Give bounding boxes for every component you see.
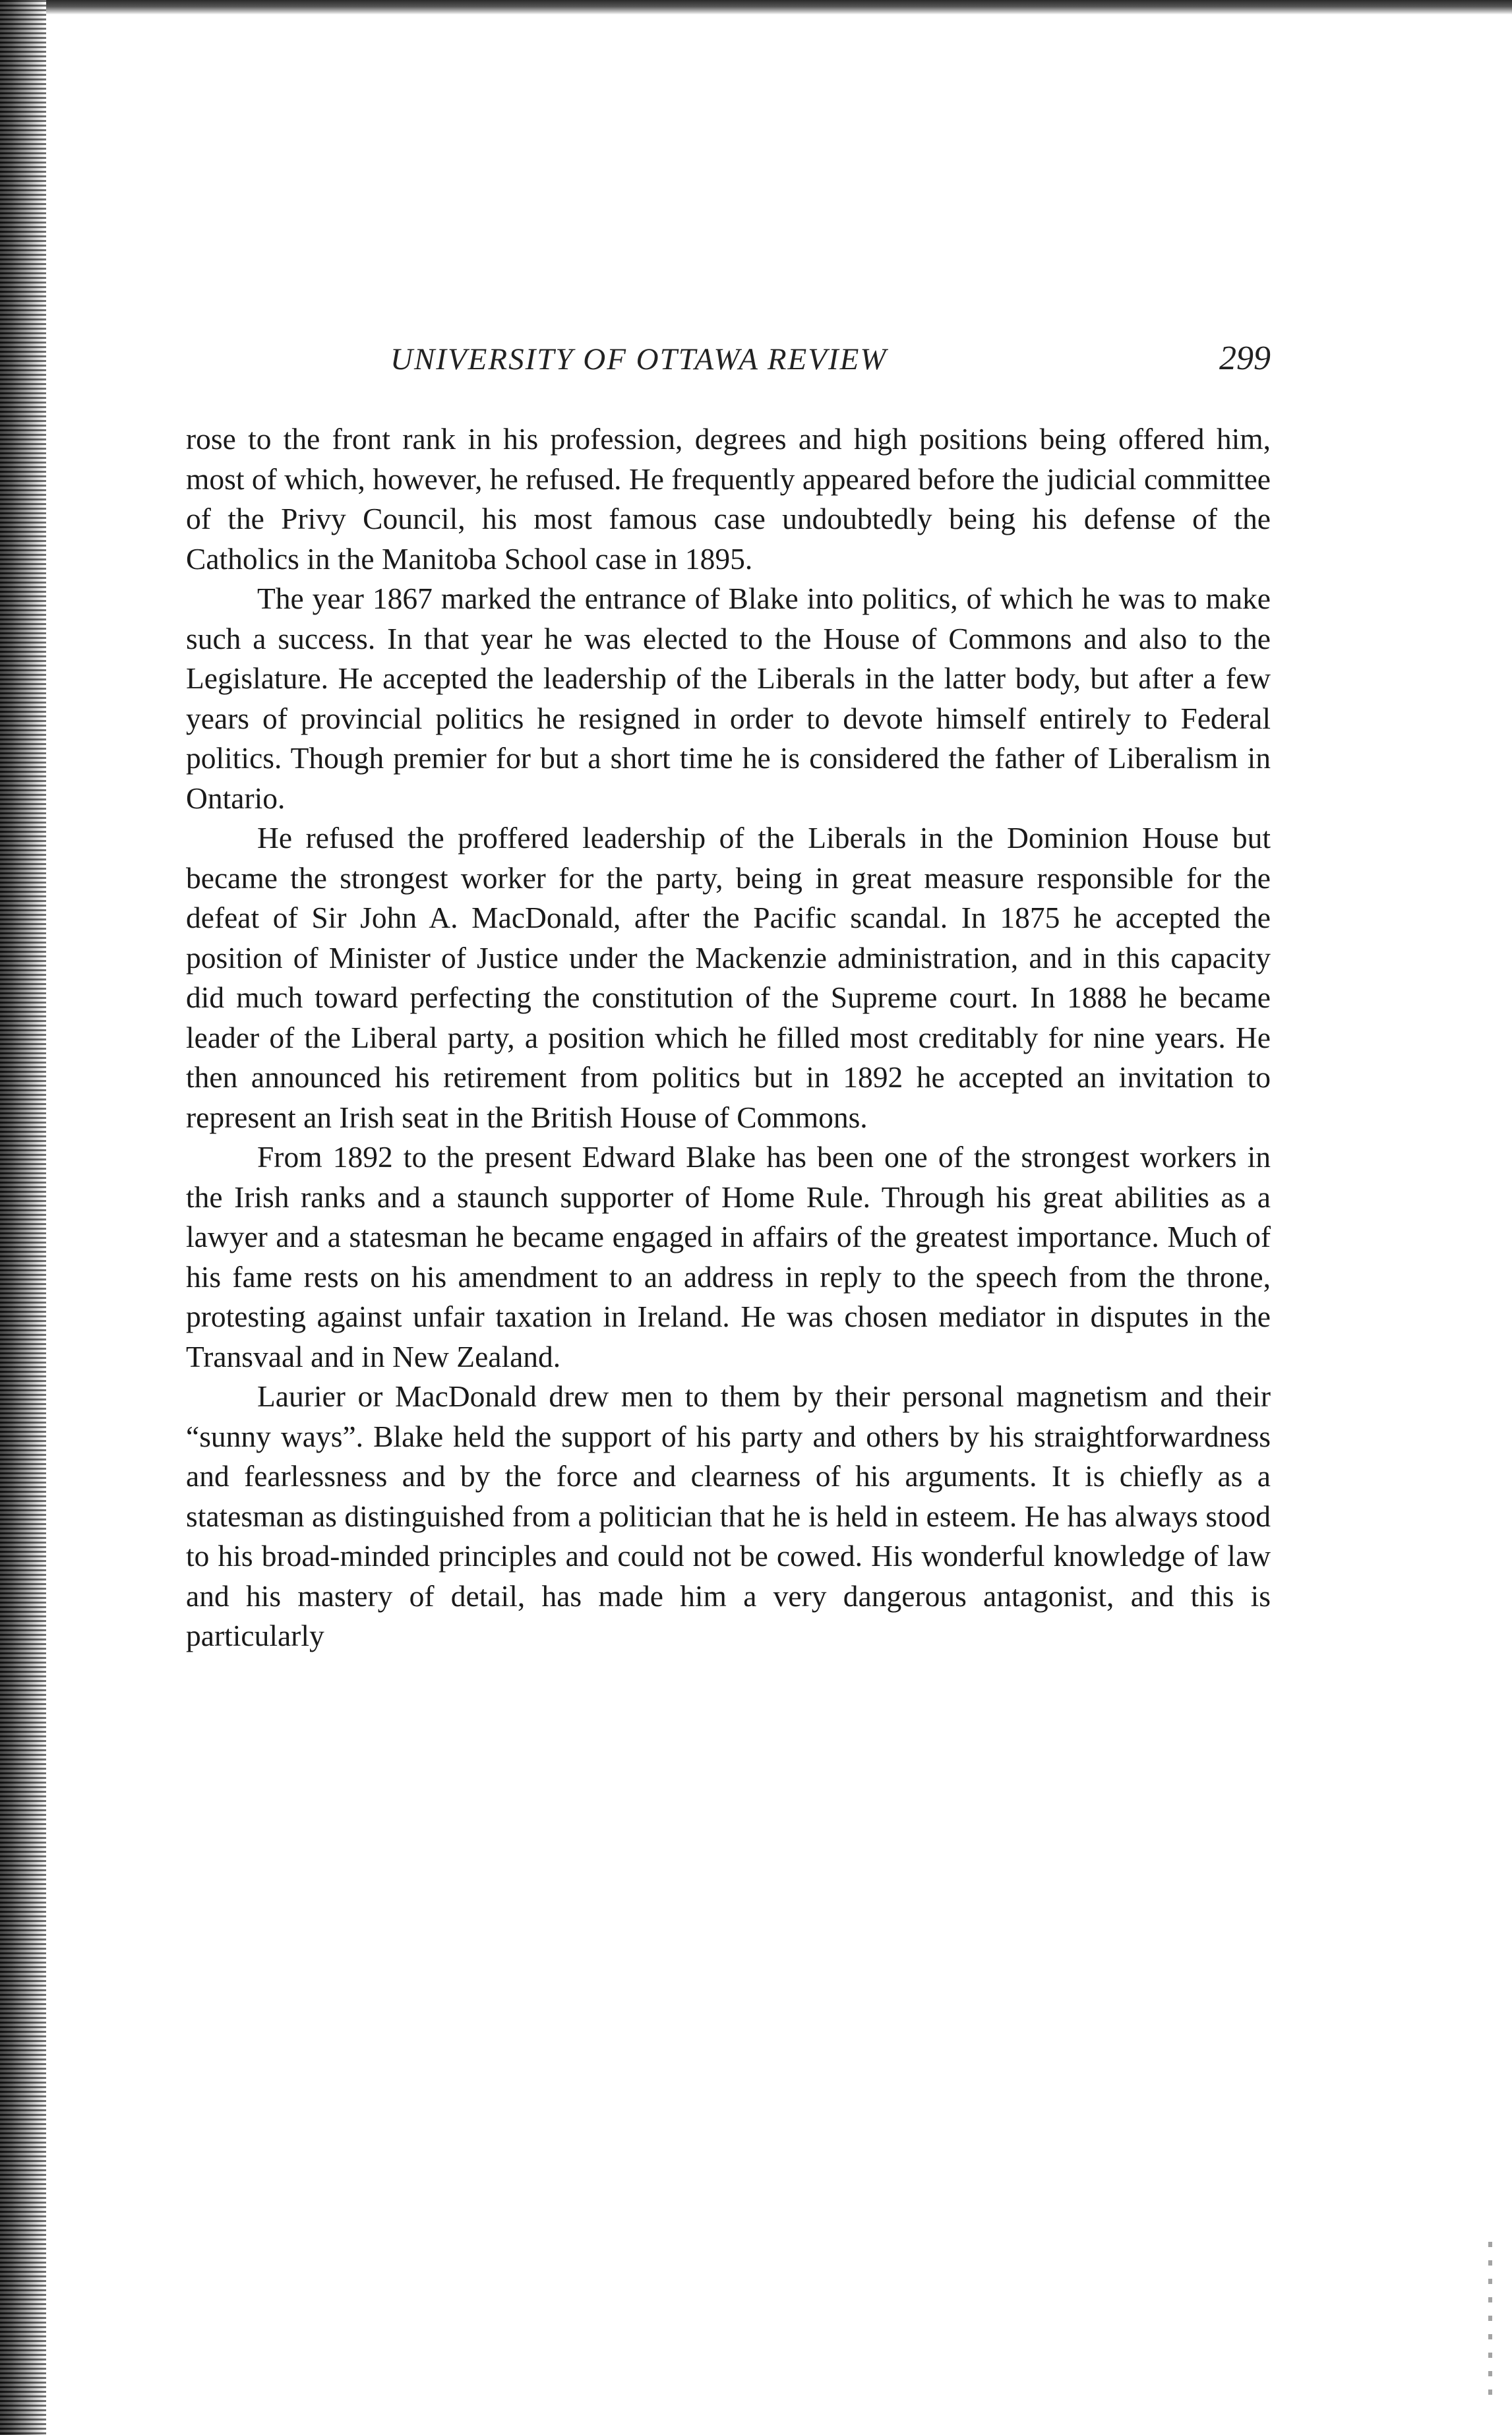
paragraph-2: The year 1867 marked the entrance of Blake into politics, of which he was to make such a success. In that year he was elected to the House of Commons and also to the Legislature. He accepted the leadership of the Liberals in the latter body, but after a few years of provincial politics he resigned in order to devote himself entirely to Federal politics. Though premier for but a short time he is considered the father of Liberalism in Ontario. (186, 582, 1271, 815)
paragraph-5: Laurier or MacDonald drew men to them by their personal magnetism and their “sunny ways”. Blake held the support of his party and others by his straightforwardness and fearlessness and by the force and clearness of his arguments. It is chiefly as a statesman as distinguished from a politician that he is held in esteem. He has always stood to his broad-minded principles and could not be cowed. His wonderful knowledge of law and his mastery of detail, has made him a very dangerous antagonist, and this is particularly (186, 1379, 1271, 1652)
scan-binding-edge (0, 0, 46, 2435)
paragraph-1: rose to the front rank in his profession, degrees and high positions being offered him, most of which, however, he refused. He frequently appeared before the judicial committee of the Privy Council, his most famous case undoubtedly being his defense of the Catholics in the Manitoba School case in 1895. (186, 422, 1271, 576)
journal-page (186, 330, 1271, 1656)
article-body (186, 419, 1271, 1656)
paragraph-4: From 1892 to the present Edward Blake has been one of the strongest workers in the Irish ranks and a staunch supporter of Home Rule. Through his great abilities as a lawyer and a statesman he became engaged in affairs of the greatest importance. Much of his fame rests on his amendment to an address in reply to the speech from the throne, protesting against unfair taxation in Ireland. He was chosen mediator in disputes in the Transvaal and in New Zealand. (186, 1140, 1271, 1373)
running-head: UNIVERSITY OF OTTAWA REVIEW (390, 342, 888, 376)
page-number: 299 (1219, 340, 1271, 377)
paragraph-3: He refused the proffered leadership of the Liberals in the Dominion House but became the strongest worker for the party, being in great measure responsible for the defeat of Sir John A. MacDonald, after the Pacific scandal. In 1875 he accepted the position of Minister of Justice under the Mackenzie administration, and in this capacity did much toward perfecting the constitution of the Supreme court. In 1888 he became leader of the Liberal party, a position which he filled most creditably for nine years. He then announced his retirement from politics but in 1892 he accepted an invitation to represent an Irish seat in the British House of Commons. (186, 821, 1271, 1134)
scan-margin-marks (1488, 2242, 1492, 2400)
page-header (186, 330, 1271, 402)
scan-top-edge (0, 0, 1512, 15)
